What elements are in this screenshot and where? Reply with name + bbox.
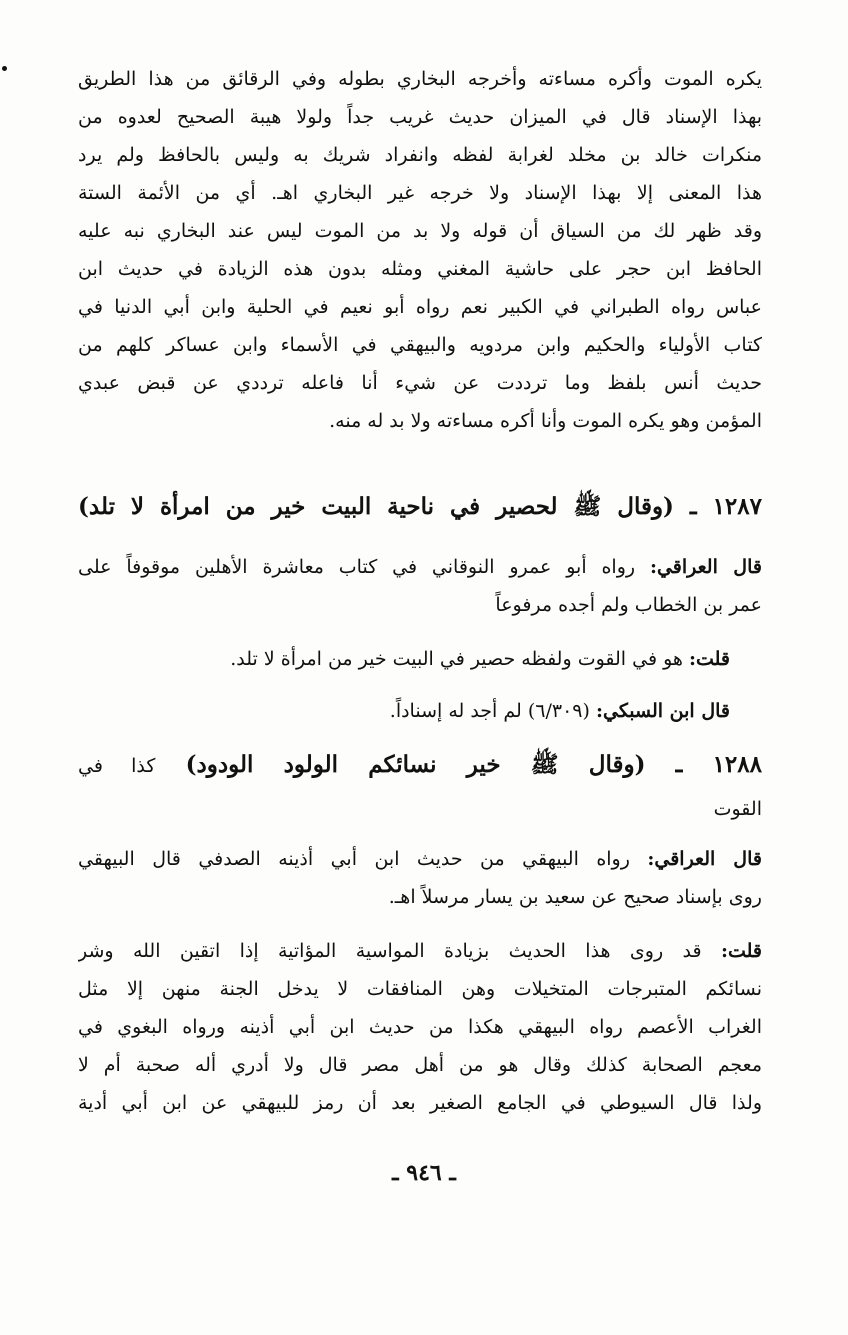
paragraph-intro (78, 60, 762, 440)
page-number: ـ ٩٤٦ ـ (392, 1160, 456, 1186)
text-line: بهذا الإسناد قال في الميزان حديث غريب جداً ولولا هيبة الصحيح لعدوه من (78, 106, 762, 128)
text-line (78, 692, 762, 730)
text-line: الغراب الأعصم رواه البيهقي هكذا من حديث ابن أبي أذينه ورواه البغوي في (78, 1016, 762, 1038)
text-line (78, 932, 762, 970)
comment-label: قال ابن السبكي: (595, 700, 730, 722)
text-line: روى بإسناد صحيح عن سعيد بن يسار مرسلاً اهـ. (388, 886, 762, 908)
heading-main: ١٢٨٨ ـ (وقال ﷺ خير نسائكم الولود الودود) (185, 751, 762, 778)
text-line: معجم الصحابة كذلك وقال هو من أهل مصر قال ولا أدري أله صحبة أم لا (78, 1054, 762, 1076)
text-line (78, 840, 762, 878)
comment-label: قلت: (688, 648, 730, 670)
text-line: الحافظ ابن حجر على حاشية المغني ومثله بدون هذه الزيادة في حديث ابن (78, 258, 762, 280)
margin-dot (2, 66, 7, 71)
comment-text: رواه أبو عمرو النوقاني في كتاب معاشرة الأهلين موقوفاً على (78, 556, 636, 578)
comment-text: هو في القوت ولفظه حصير في البيت خير من امرأة لا تلد. (230, 648, 683, 670)
comment-text: (٦/٣٠٩) لم أجد له إسناداً. (389, 700, 590, 722)
text-line: كتاب الأولياء والحكيم وابن مردويه والبيهقي في الأسماء وابن عساكر كلهم من (78, 334, 762, 356)
text-line: منكرات خالد بن مخلد لغرابة لفظه وانفراد شريك به وليس بالحافظ ولم يرد (78, 144, 762, 166)
hadith-heading-1287 (78, 482, 762, 532)
text-line: القوت (713, 798, 762, 820)
comment-label: قلت: (720, 940, 762, 962)
comment-text: قد روى هذا الحديث بزيادة المواسية المؤاتية إذا اتقين الله وشر (78, 940, 702, 962)
iraqi-comment-1287 (78, 548, 762, 624)
text-line (78, 548, 762, 586)
text-line: نسائكم المتبرجات المتخيلات وهن المنافقات لا يدخل الجنة منهن إلا مثل (78, 978, 762, 1000)
heading-trail: كذا في (78, 755, 156, 777)
text-line: المؤمن وهو يكره الموت وأنا أكره مساءته ولا بد له منه. (329, 410, 762, 432)
comment-label: قال العراقي: (649, 556, 762, 578)
comment-text: رواه البيهقي من حديث ابن أبي أذينه الصدفي قال البيهقي (78, 848, 630, 870)
text-line: هذا المعنى إلا بهذا الإسناد ولا خرجه غير البخاري اهـ. أي من الأئمة الستة (78, 182, 762, 204)
qultu-comment-1288 (78, 932, 762, 1122)
text-line: ولذا قال السيوطي في الجامع الصغير بعد أن رمز للبيهقي عن ابن أبي أدية (78, 1092, 762, 1114)
comment-label: قال العراقي: (647, 848, 762, 870)
text-line: وقد ظهر لك من السياق أن قوله ولا بد من الموت ليس عند البخاري نبه عليه (78, 220, 762, 242)
subki-comment-1287 (78, 692, 762, 730)
text-line: عمر بن الخطاب ولم أجده مرفوعاً (495, 594, 762, 616)
text-line: يكره الموت وأكره مساءته وأخرجه البخاري بطوله وفي الرقائق من هذا الطريق (78, 68, 762, 90)
text-line: حديث أنس بلفظ وما ترددت عن شيء أنا فاعله ترددي عن قبض عبدي (78, 372, 762, 394)
qultu-comment-1287 (78, 640, 762, 678)
text-line (78, 640, 762, 678)
text-line: عباس رواه الطبراني في الكبير نعم رواه أبو نعيم في الحلية وابن أبي الدنيا في (78, 296, 762, 318)
iraqi-comment-1288 (78, 840, 762, 916)
hadith-heading-1288 (78, 740, 762, 828)
hadith-heading: ١٢٨٧ ـ (وقال ﷺ لحصير في ناحية البيت خير من امرأة لا تلد) (78, 493, 762, 520)
hadith-heading (78, 740, 762, 790)
